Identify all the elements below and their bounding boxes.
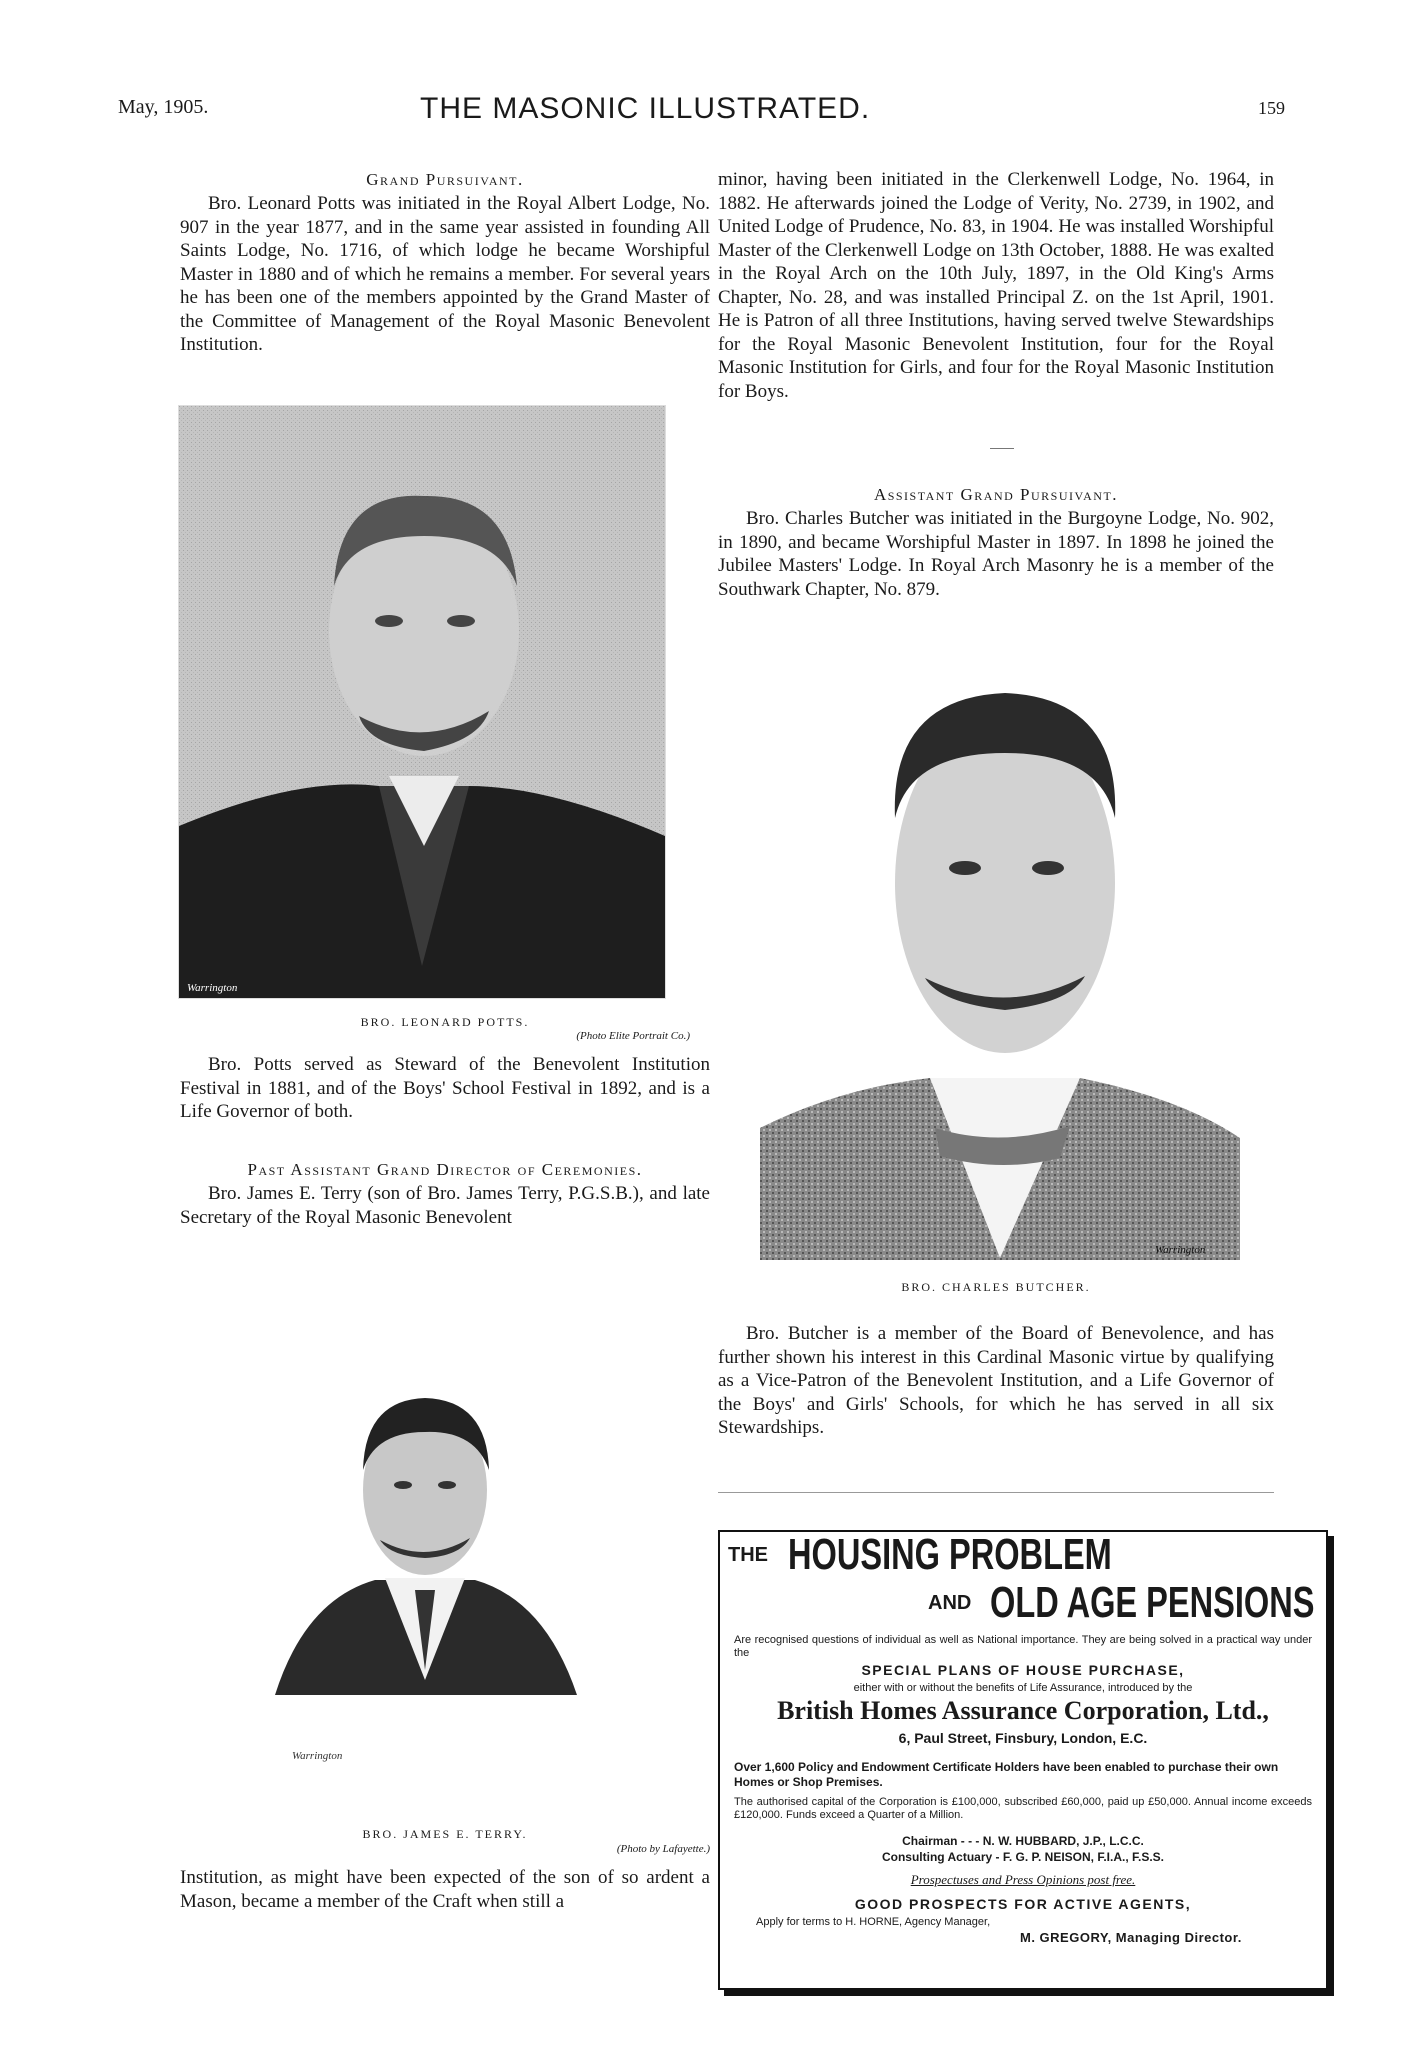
photo-watermark-2: Warrington (1155, 1244, 1206, 1256)
publication-title: THE MASONIC ILLUSTRATED. (420, 92, 871, 125)
credit-leonard-potts: (Photo Elite Portrait Co.) (576, 1030, 690, 1042)
photo-leonard-potts (178, 405, 666, 999)
photo-watermark-3: Warrington (292, 1750, 343, 1762)
advert-over: Over 1,600 Policy and Endowment Certificate Holders have been enabled to purchase their own Homes or Shop Premises. (734, 1760, 1279, 1789)
caption-james-terry: BRO. JAMES E. TERRY. (362, 1827, 528, 1841)
page-number: 159 (1258, 98, 1285, 118)
heading-past-assistant: Past Assistant Grand Director of Ceremonies. (247, 1160, 643, 1179)
advert-apply: Apply for terms to H. HORNE, Agency Manager, (756, 1916, 991, 1928)
advert-prospectuses: Prospectuses and Press Opinions post free. (910, 1872, 1136, 1887)
advert-actuary: Consulting Actuary - F. G. P. NEISON, F.I.A., F.S.S. (881, 1850, 1165, 1864)
photo-james-terry (265, 1350, 585, 1695)
advert-chairman: Chairman - - - N. W. HUBBARD, J.P., L.C.C. (902, 1834, 1144, 1848)
advert-special-plans: SPECIAL PLANS OF HOUSE PURCHASE, (861, 1662, 1185, 1678)
heading-assistant-grand-pursuivant: Assistant Grand Pursuivant. (873, 485, 1119, 504)
heading-grand-pursuivant: Grand Pursuivant. (366, 170, 524, 189)
caption-leonard-potts: BRO. LEONARD POTTS. (360, 1015, 530, 1029)
right-para-butcher: Bro. Charles Butcher was initiated in the Burgoyne Lodge, No. 902, in 1890, and became Worshipful Master in 1897. In 1898 he joined the Jubilee Masters' Lodge. In Royal Arch Masonry he is a member of the Southwark Chapter, No. 879. (718, 508, 1274, 600)
advert-good-prospects: GOOD PROSPECTS FOR ACTIVE AGENTS, (854, 1896, 1192, 1912)
advert-housing-problem (718, 1530, 1328, 1990)
left-para-terry-cont: Institution, as might have been expected of the son of so ardent a Mason, became a member of the Craft when still a (180, 1867, 710, 1912)
right-para-butcher-board: Bro. Butcher is a member of the Board of Benevolence, and has further shown his interest in this Cardinal Masonic virtue by qualifying as a Vice-Patron of the Benevolent Institution, and a Life Governor of the Boys' and Girls' Schools, for which he has served in all six Stewardships. (718, 1323, 1274, 1438)
advert-address: 6, Paul Street, Finsbury, London, E.C. (898, 1730, 1148, 1746)
left-para-potts-steward: Bro. Potts served as Steward of the Benevolent Institution Festival in 1881, and of the Boys' School Festival in 1892, and is a Life Governor of both. (180, 1054, 710, 1122)
left-para-potts: Bro. Leonard Potts was initiated in the Royal Albert Lodge, No. 907 in the year 1877, and in the same year assisted in founding All Saints Lodge, No. 1716, of which lodge he became Worshipful Master in 1880 and of which he remains a member. For several years he has been one of the members appointed by the Grand Master of the Committee of Management of the Royal Masonic Benevolent Institution. (180, 193, 710, 355)
advert-headline-1: HOUSING PROBLEM (788, 1530, 1112, 1579)
advert-either: either with or without the benefits of Life Assurance, introduced by the (853, 1682, 1193, 1694)
advert-top-rule (718, 1492, 1274, 1493)
photo-charles-butcher (760, 658, 1240, 1260)
advert-headline-2: OLD AGE PENSIONS (990, 1578, 1315, 1627)
advert-director: M. GREGORY, Managing Director. (1020, 1930, 1242, 1945)
advert-capital: The authorised capital of the Corporation is £100,000, subscribed £60,000, paid up £50,000. Annual income exceeds £120,000. Funds exceed a Quarter of a Million. (734, 1796, 1312, 1821)
left-para-terry: Bro. James E. Terry (son of Bro. James Terry, P.G.S.B.), and late Secretary of the Royal Masonic Benevolent (180, 1183, 710, 1228)
advert-and: AND (928, 1592, 972, 1614)
section-divider (990, 448, 1014, 449)
right-para-terry-cont: minor, having been initiated in the Clerkenwell Lodge, No. 1964, in 1882. He afterwards joined the Lodge of Verity, No. 2739, in 1902, and United Lodge of Prudence, No. 83, in 1904. He was installed Worshipful Master of the Clerkenwell Lodge on 13th October, 1888. He was exalted in the Royal Arch on the 10th July, 1897, in the Old King's Arms Chapter, No. 28, and was installed Principal Z. on the 1st April, 1901. He is Patron of all three Institutions, having served twelve Stewardships for the Royal Masonic Benevolent Institution, four for the Royal Masonic Institution for Girls, and four for the Royal Masonic Institution for Boys. (718, 169, 1274, 402)
advert-company: British Homes Assurance Corporation, Ltd., (777, 1696, 1269, 1725)
advert-the: THE (728, 1544, 768, 1566)
photo-watermark-1: Warrington (187, 982, 238, 994)
credit-james-terry: (Photo by Lafayette.) (616, 1843, 710, 1855)
issue-date: May, 1905. (118, 96, 209, 118)
advert-intro: Are recognised questions of individual as well as National importance. They are being solved in a practical way under the (734, 1634, 1312, 1659)
caption-charles-butcher: BRO. CHARLES BUTCHER. (901, 1280, 1091, 1294)
